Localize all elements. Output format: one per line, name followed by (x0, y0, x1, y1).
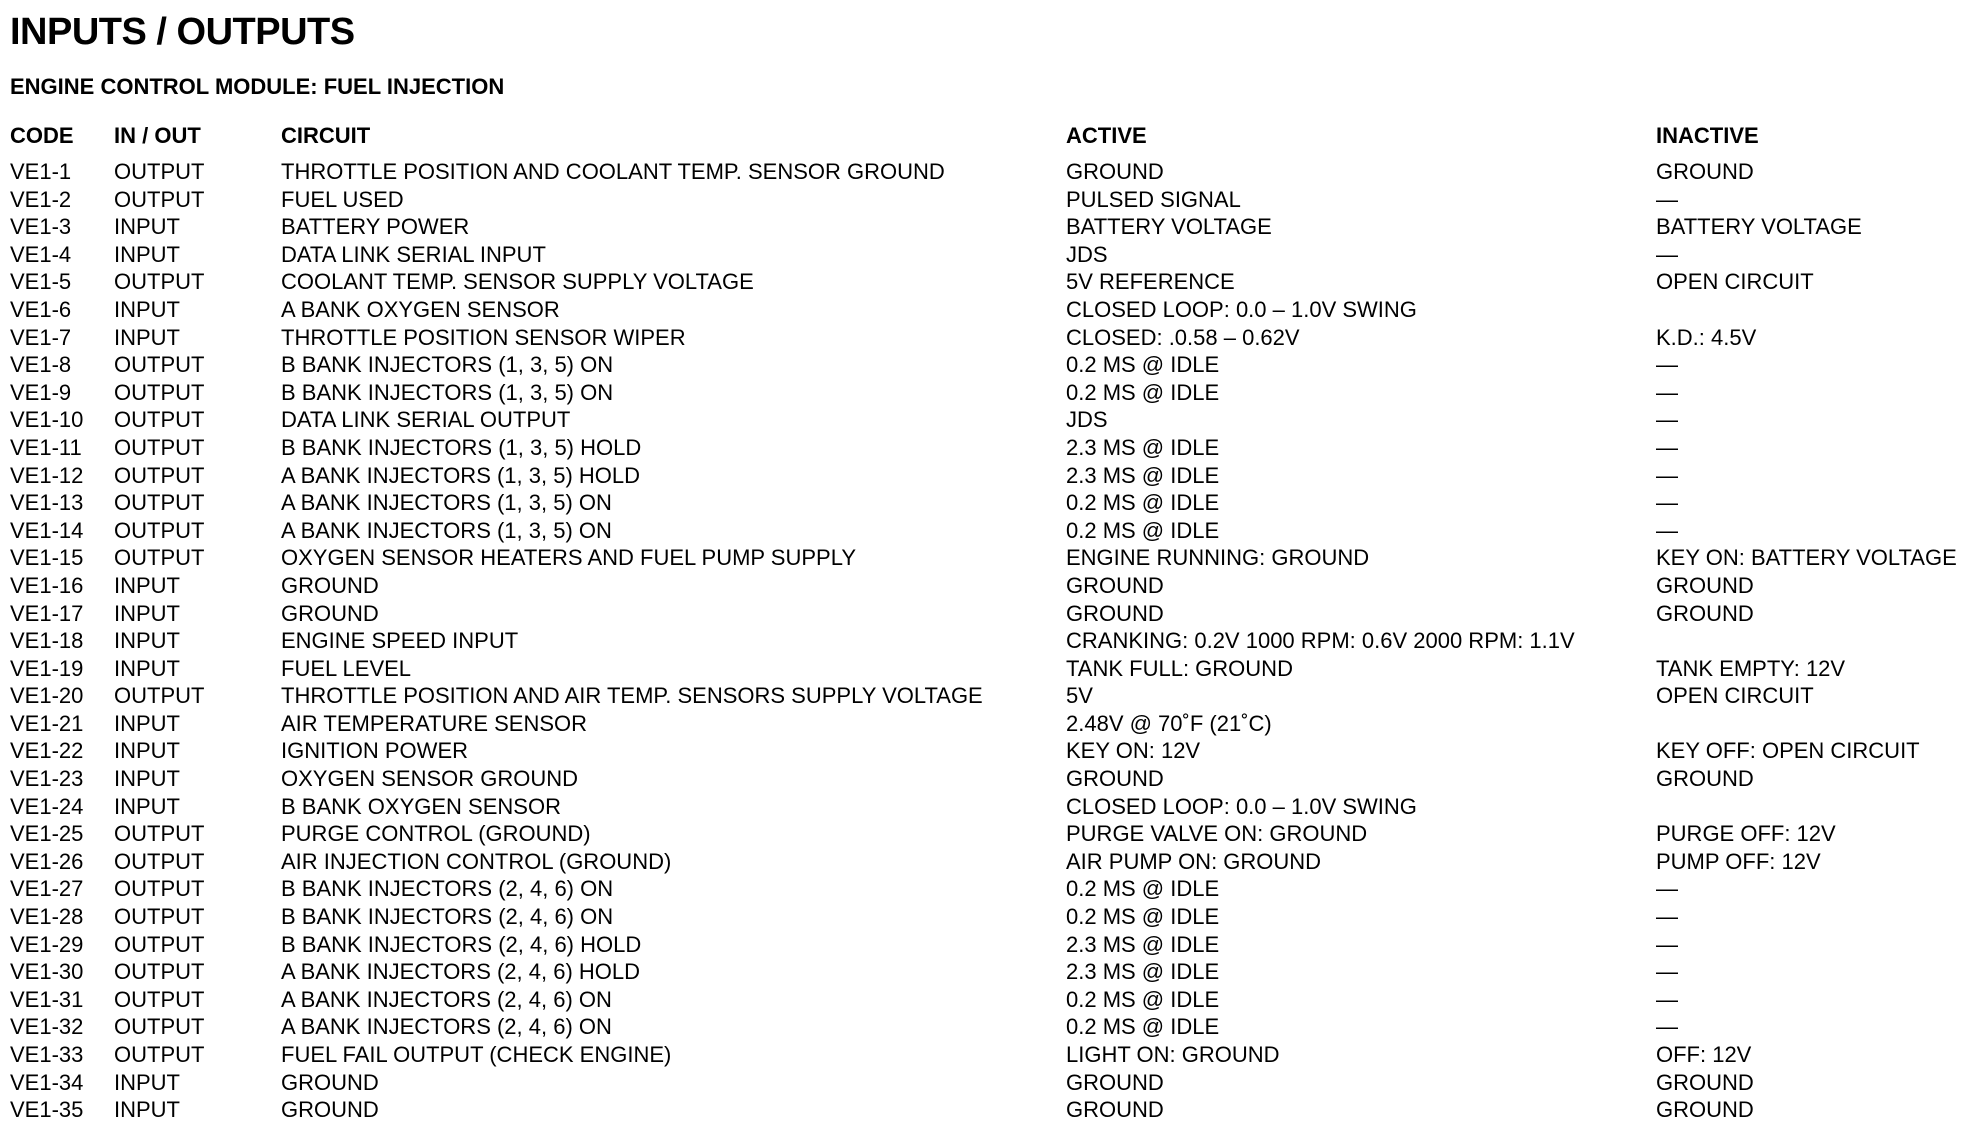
table-row (10, 820, 1970, 848)
cell-code: VE1-23 (10, 766, 84, 792)
cell-inactive: — (1656, 517, 1678, 543)
cell-inactive: K.D.: 4.5V (1656, 324, 1757, 350)
cell-inactive (1656, 627, 1970, 655)
cell-circuit: PURGE CONTROL (GROUND) (281, 821, 591, 847)
cell-code: VE1-25 (10, 821, 84, 847)
table-row (10, 406, 1970, 434)
cell-active: 5V REFERENCE (1066, 269, 1235, 295)
cell-code: VE1-10 (10, 407, 84, 433)
cell-code: VE1-20 (10, 683, 84, 709)
page-title: INPUTS / OUTPUTS (10, 11, 355, 53)
cell-code: VE1-29 (10, 931, 84, 957)
cell-in-out: OUTPUT (114, 352, 205, 378)
cell-inactive: — (1656, 904, 1678, 930)
cell-in-out: OUTPUT (114, 159, 205, 184)
table-row (10, 489, 1970, 517)
column-header-code: CODE (10, 123, 74, 148)
cell-inactive: KEY ON: BATTERY VOLTAGE (1656, 545, 1957, 571)
cell-code: VE1-22 (10, 738, 84, 764)
cell-circuit: GROUND (281, 572, 379, 598)
cell-active: 2.3 MS @ IDLE (1066, 931, 1220, 957)
cell-active: 2.3 MS @ IDLE (1066, 434, 1220, 460)
cell-inactive: — (1656, 407, 1678, 433)
table-row (10, 1041, 1970, 1069)
cell-active: GROUND (1066, 572, 1164, 598)
table-row (10, 296, 1970, 324)
cell-code: VE1-18 (10, 628, 84, 654)
table-row (10, 765, 1970, 793)
header-row (10, 116, 1970, 156)
cell-code: VE1-11 (10, 434, 82, 460)
table-row (10, 186, 1970, 214)
cell-in-out: INPUT (114, 296, 180, 322)
cell-active: 0.2 MS @ IDLE (1066, 876, 1220, 902)
cell-code: VE1-4 (10, 241, 72, 267)
cell-in-out: OUTPUT (114, 1014, 205, 1040)
cell-circuit: FUEL LEVEL (281, 655, 412, 681)
table-body (10, 156, 1970, 1124)
cell-in-out: INPUT (114, 1097, 180, 1123)
cell-in-out: OUTPUT (114, 683, 205, 709)
cell-inactive: — (1656, 1014, 1678, 1040)
cell-circuit: OXYGEN SENSOR HEATERS AND FUEL PUMP SUPPLY (281, 545, 856, 571)
table-row (10, 241, 1970, 269)
cell-code: VE1-14 (10, 517, 84, 543)
cell-code: VE1-2 (10, 186, 72, 212)
cell-code: VE1-33 (10, 1042, 84, 1067)
cell-in-out: OUTPUT (114, 379, 205, 405)
cell-inactive: — (1656, 434, 1678, 460)
cell-in-out: OUTPUT (114, 269, 205, 295)
cell-circuit: B BANK INJECTORS (2, 4, 6) HOLD (281, 931, 642, 957)
cell-active: GROUND (1066, 159, 1164, 184)
cell-inactive: GROUND (1656, 1097, 1754, 1123)
cell-inactive: — (1656, 876, 1678, 902)
cell-in-out: INPUT (114, 600, 180, 626)
cell-in-out: OUTPUT (114, 904, 205, 930)
column-header-in-out: IN / OUT (114, 123, 201, 148)
cell-in-out: OUTPUT (114, 1042, 205, 1067)
table-row (10, 958, 1970, 986)
cell-code: VE1-6 (10, 296, 72, 322)
cell-active: GROUND (1066, 766, 1164, 792)
cell-in-out: OUTPUT (114, 462, 205, 488)
cell-active: CLOSED: .0.58 – 0.62V (1066, 324, 1300, 350)
cell-inactive: PURGE OFF: 12V (1656, 821, 1836, 847)
cell-circuit: DATA LINK SERIAL INPUT (281, 241, 546, 267)
cell-inactive: OPEN CIRCUIT (1656, 269, 1814, 295)
cell-active: GROUND (1066, 600, 1164, 626)
cell-code: VE1-21 (10, 710, 84, 736)
cell-circuit: BATTERY POWER (281, 214, 470, 240)
table-row (10, 462, 1970, 490)
cell-in-out: INPUT (114, 572, 180, 598)
cell-code: VE1-13 (10, 490, 84, 516)
io-table (10, 116, 1970, 1124)
cell-circuit: A BANK INJECTORS (1, 3, 5) HOLD (281, 462, 641, 488)
cell-in-out: OUTPUT (114, 848, 205, 874)
cell-active: KEY ON: 12V (1066, 738, 1201, 764)
cell-inactive: TANK EMPTY: 12V (1656, 655, 1846, 681)
cell-in-out: INPUT (114, 738, 180, 764)
column-header-inactive: INACTIVE (1656, 123, 1759, 148)
table-row (10, 931, 1970, 959)
cell-code: VE1-5 (10, 269, 72, 295)
cell-circuit: B BANK INJECTORS (1, 3, 5) ON (281, 379, 614, 405)
table-row (10, 324, 1970, 352)
cell-inactive: GROUND (1656, 766, 1754, 792)
cell-circuit: IGNITION POWER (281, 738, 468, 764)
cell-code: VE1-3 (10, 214, 72, 240)
cell-circuit: B BANK INJECTORS (2, 4, 6) ON (281, 876, 614, 902)
cell-active: 0.2 MS @ IDLE (1066, 490, 1220, 516)
table-header (10, 116, 1970, 156)
cell-inactive: OPEN CIRCUIT (1656, 683, 1814, 709)
cell-circuit: A BANK INJECTORS (2, 4, 6) ON (281, 1014, 612, 1040)
table-row (10, 1013, 1970, 1041)
cell-inactive: — (1656, 931, 1678, 957)
table-row (10, 655, 1970, 683)
table-row (10, 544, 1970, 572)
cell-in-out: OUTPUT (114, 407, 205, 433)
cell-circuit: AIR INJECTION CONTROL (GROUND) (281, 848, 672, 874)
table-row (10, 682, 1970, 710)
cell-in-out: OUTPUT (114, 821, 205, 847)
cell-circuit: B BANK OXYGEN SENSOR (281, 793, 561, 819)
cell-circuit: OXYGEN SENSOR GROUND (281, 766, 579, 792)
cell-in-out: INPUT (114, 710, 180, 736)
cell-active: JDS (1066, 407, 1108, 433)
cell-active: 0.2 MS @ IDLE (1066, 904, 1220, 930)
cell-code: VE1-27 (10, 876, 84, 902)
cell-active: TANK FULL: GROUND (1066, 655, 1293, 681)
cell-active: 0.2 MS @ IDLE (1066, 352, 1220, 378)
cell-circuit: GROUND (281, 600, 379, 626)
cell-circuit: AIR TEMPERATURE SENSOR (281, 710, 588, 736)
cell-code: VE1-24 (10, 793, 84, 819)
cell-code: VE1-7 (10, 324, 72, 350)
cell-circuit: B BANK INJECTORS (2, 4, 6) ON (281, 904, 614, 930)
table-row (10, 710, 1970, 738)
cell-inactive: — (1656, 462, 1678, 488)
cell-circuit: GROUND (281, 1069, 379, 1095)
cell-circuit: FUEL FAIL OUTPUT (CHECK ENGINE) (281, 1042, 672, 1067)
cell-code: VE1-32 (10, 1014, 84, 1040)
cell-active: BATTERY VOLTAGE (1066, 214, 1272, 240)
cell-in-out: INPUT (114, 655, 180, 681)
cell-in-out: INPUT (114, 241, 180, 267)
cell-inactive (1656, 793, 1970, 821)
table-row (10, 627, 1970, 655)
cell-inactive: — (1656, 959, 1678, 985)
cell-active: 0.2 MS @ IDLE (1066, 517, 1220, 543)
cell-inactive: BATTERY VOLTAGE (1656, 214, 1862, 240)
cell-active: AIR PUMP ON: GROUND (1066, 848, 1322, 874)
cell-in-out: INPUT (114, 1069, 180, 1095)
cell-inactive: — (1656, 986, 1678, 1012)
table-row (10, 1069, 1970, 1097)
cell-circuit: A BANK INJECTORS (1, 3, 5) ON (281, 517, 612, 543)
cell-inactive: GROUND (1656, 159, 1754, 184)
cell-active: LIGHT ON: GROUND (1066, 1042, 1280, 1067)
cell-inactive: GROUND (1656, 572, 1754, 598)
cell-inactive: — (1656, 490, 1678, 516)
cell-circuit: A BANK OXYGEN SENSOR (281, 296, 560, 322)
cell-in-out: OUTPUT (114, 186, 205, 212)
cell-active: 0.2 MS @ IDLE (1066, 1014, 1220, 1040)
cell-inactive: KEY OFF: OPEN CIRCUIT (1656, 738, 1920, 764)
table-row (10, 793, 1970, 821)
cell-active: JDS (1066, 241, 1108, 267)
cell-code: VE1-31 (10, 986, 84, 1012)
cell-circuit: THROTTLE POSITION AND AIR TEMP. SENSORS SUPPLY VOLTAGE (281, 683, 983, 709)
cell-active: CRANKING: 0.2V 1000 RPM: 0.6V 2000 RPM: 1.1V (1066, 628, 1575, 654)
cell-inactive: — (1656, 241, 1678, 267)
cell-circuit: THROTTLE POSITION SENSOR WIPER (281, 324, 686, 350)
cell-circuit: A BANK INJECTORS (2, 4, 6) HOLD (281, 959, 641, 985)
cell-active: 2.3 MS @ IDLE (1066, 959, 1220, 985)
cell-in-out: INPUT (114, 214, 180, 240)
table-row (10, 379, 1970, 407)
table-row (10, 848, 1970, 876)
cell-code: VE1-35 (10, 1097, 84, 1123)
cell-inactive (1656, 710, 1970, 738)
cell-in-out: OUTPUT (114, 931, 205, 957)
cell-circuit: COOLANT TEMP. SENSOR SUPPLY VOLTAGE (281, 269, 754, 295)
cell-inactive: — (1656, 379, 1678, 405)
cell-circuit: ENGINE SPEED INPUT (281, 628, 519, 654)
table-row (10, 434, 1970, 462)
section-subtitle: ENGINE CONTROL MODULE: FUEL INJECTION (10, 74, 505, 99)
cell-in-out: OUTPUT (114, 434, 205, 460)
cell-code: VE1-1 (10, 159, 72, 184)
cell-in-out: INPUT (114, 766, 180, 792)
table-row (10, 572, 1970, 600)
cell-in-out: OUTPUT (114, 517, 205, 543)
cell-active: CLOSED LOOP: 0.0 – 1.0V SWING (1066, 296, 1417, 322)
cell-inactive: — (1656, 186, 1678, 212)
table-row (10, 156, 1970, 186)
cell-in-out: INPUT (114, 793, 180, 819)
cell-code: VE1-9 (10, 379, 72, 405)
cell-in-out: INPUT (114, 628, 180, 654)
cell-code: VE1-26 (10, 848, 84, 874)
cell-code: VE1-15 (10, 545, 84, 571)
cell-active: GROUND (1066, 1069, 1164, 1095)
cell-code: VE1-17 (10, 600, 84, 626)
cell-active: 0.2 MS @ IDLE (1066, 986, 1220, 1012)
cell-circuit: DATA LINK SERIAL OUTPUT (281, 407, 571, 433)
cell-active: 5V (1066, 683, 1093, 709)
cell-active: 0.2 MS @ IDLE (1066, 379, 1220, 405)
cell-code: VE1-19 (10, 655, 84, 681)
table-row (10, 213, 1970, 241)
cell-active: CLOSED LOOP: 0.0 – 1.0V SWING (1066, 793, 1417, 819)
table-row (10, 986, 1970, 1014)
table-row (10, 737, 1970, 765)
cell-active: PURGE VALVE ON: GROUND (1066, 821, 1368, 847)
table-row (10, 875, 1970, 903)
cell-inactive: — (1656, 352, 1678, 378)
cell-inactive: PUMP OFF: 12V (1656, 848, 1821, 874)
cell-active: ENGINE RUNNING: GROUND (1066, 545, 1370, 571)
cell-in-out: OUTPUT (114, 490, 205, 516)
cell-inactive (1656, 296, 1970, 324)
cell-active: GROUND (1066, 1097, 1164, 1123)
cell-code: VE1-12 (10, 462, 84, 488)
table-row (10, 517, 1970, 545)
cell-in-out: INPUT (114, 324, 180, 350)
cell-code: VE1-8 (10, 352, 72, 378)
cell-in-out: OUTPUT (114, 959, 205, 985)
cell-code: VE1-34 (10, 1069, 84, 1095)
cell-code: VE1-30 (10, 959, 84, 985)
cell-circuit: FUEL USED (281, 186, 404, 212)
cell-in-out: OUTPUT (114, 876, 205, 902)
column-header-active: ACTIVE (1066, 123, 1147, 148)
cell-active: PULSED SIGNAL (1066, 186, 1241, 212)
cell-inactive: GROUND (1656, 1069, 1754, 1095)
document-page (10, 6, 1970, 1124)
table-row (10, 351, 1970, 379)
cell-code: VE1-16 (10, 572, 84, 598)
cell-inactive: OFF: 12V (1656, 1042, 1752, 1067)
table-row (10, 903, 1970, 931)
cell-circuit: B BANK INJECTORS (1, 3, 5) ON (281, 352, 614, 378)
table-row (10, 600, 1970, 628)
table-row (10, 268, 1970, 296)
cell-circuit: B BANK INJECTORS (1, 3, 5) HOLD (281, 434, 642, 460)
column-header-circuit: CIRCUIT (281, 123, 371, 148)
cell-circuit: A BANK INJECTORS (2, 4, 6) ON (281, 986, 612, 1012)
cell-circuit: THROTTLE POSITION AND COOLANT TEMP. SENSOR GROUND (281, 159, 945, 184)
cell-circuit: GROUND (281, 1097, 379, 1123)
cell-in-out: OUTPUT (114, 986, 205, 1012)
cell-inactive: GROUND (1656, 600, 1754, 626)
cell-code: VE1-28 (10, 904, 84, 930)
cell-active: 2.3 MS @ IDLE (1066, 462, 1220, 488)
cell-circuit: A BANK INJECTORS (1, 3, 5) ON (281, 490, 612, 516)
cell-in-out: OUTPUT (114, 545, 205, 571)
cell-active: 2.48V @ 70˚F (21˚C) (1066, 710, 1272, 736)
